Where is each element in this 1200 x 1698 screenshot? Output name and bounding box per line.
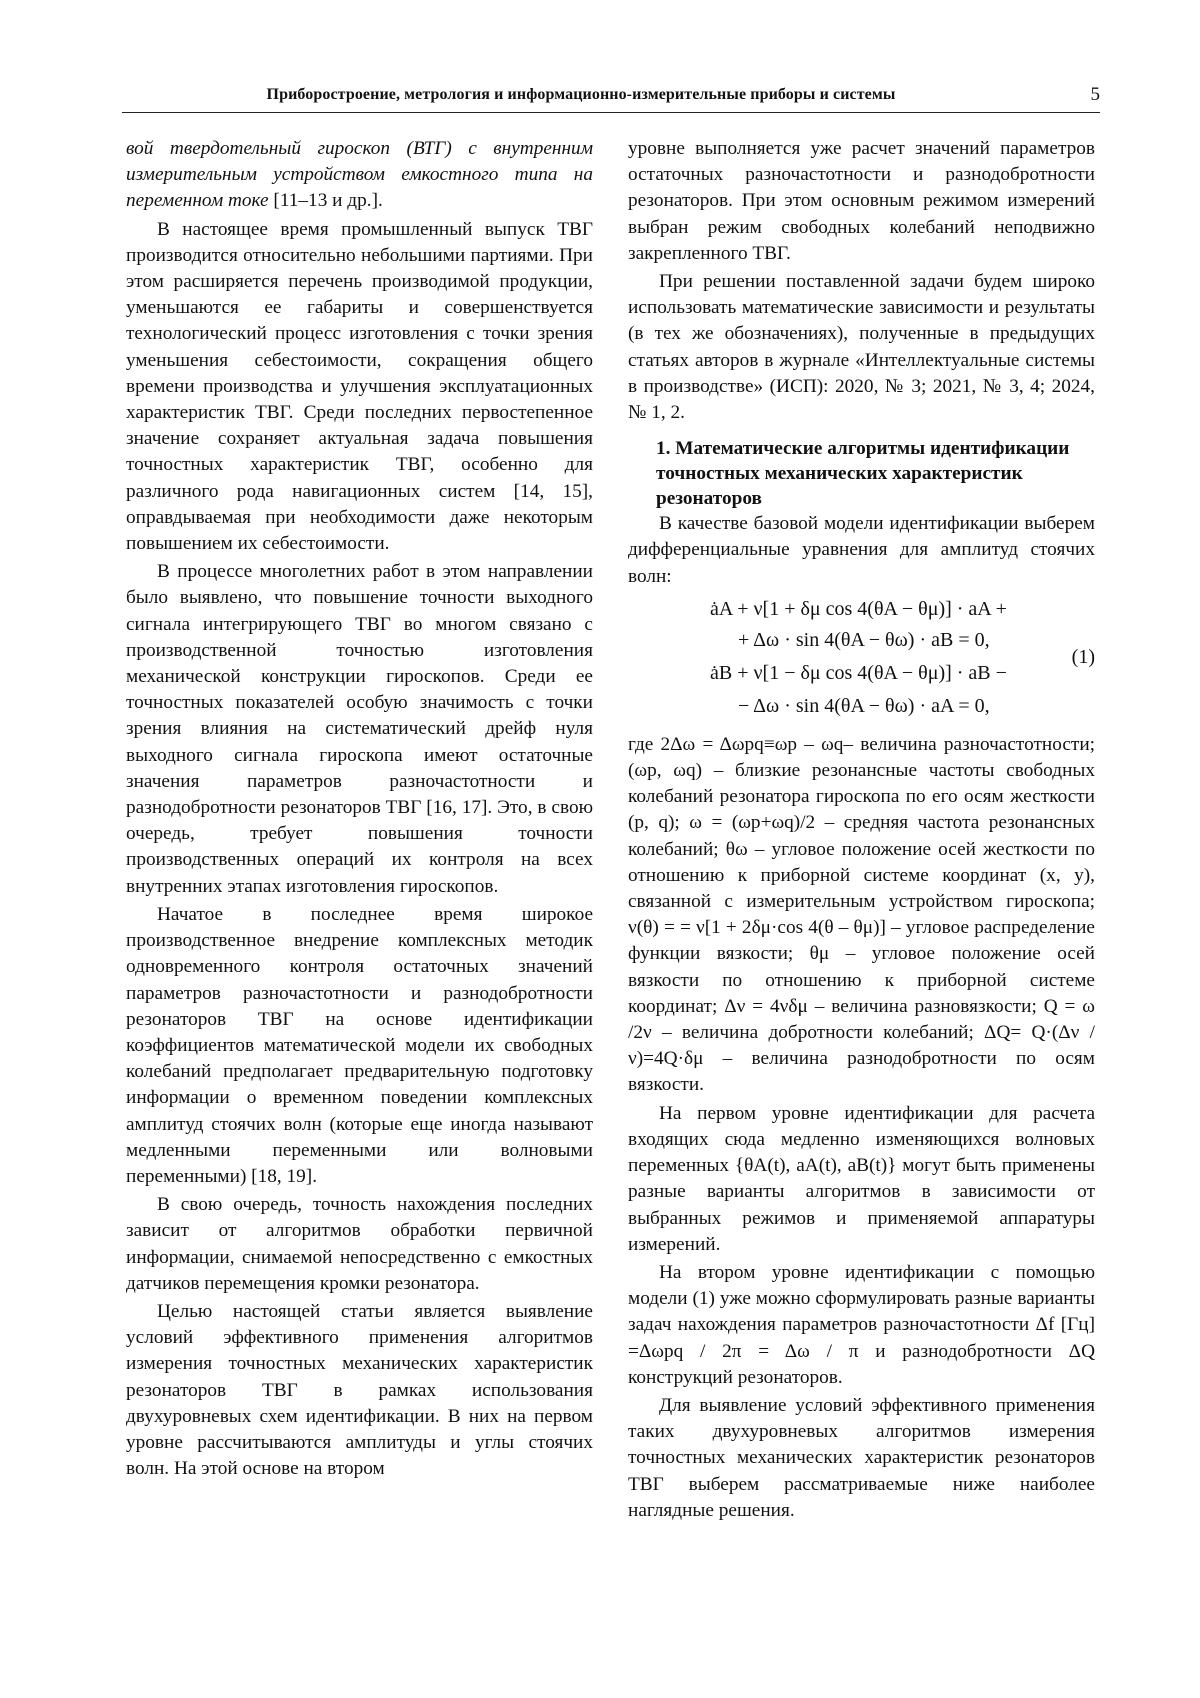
right-column — [628, 136, 1095, 1526]
equation-line: + Δω · sin 4(θA − θω) · aB = 0, — [738, 628, 990, 651]
paragraph — [126, 136, 593, 215]
left-column — [126, 136, 593, 1484]
equation-line: − Δω · sin 4(θA − θω) · aA = 0, — [738, 694, 990, 717]
italic-lead-text: вой твердотельный гироскоп (ВТГ) с внутренним измерительным устройством емкостного типа на переменном токе — [126, 138, 593, 212]
paragraph: Целью настоящей статьи является выявление условий эффективного применения алгоритмов измерения точностных механических характеристик резонаторов ТВГ в рамках использования двухуровневых схем идентификации. В них на первом уровне рассчитываются амплитуды и углы стоячих волн. На этой основе на втором — [126, 1300, 593, 1480]
paragraph: где 2Δω = Δωpq≡ωp – ωq– величина разночастотности; (ωp, ωq) – близкие резонансные частоты свободных колебаний резонатора гироскопа по его осям жесткости (p, q); ω = (ωp+ωq)/2 – средняя частота резонансных колебаний; θω – угловое положение осей жесткости по отношению к приборной системе координат (x, y), связанной с измерительным устройством гироскопа; ν(θ) = = ν[1 + 2δμ·cos 4(θ – θμ)] – угловое распределение функции вязкости; θμ – угловое положение осей вязкости по отношению к приборной системе координат; Δν = 4νδμ – величина разновязкости; Q = ω /2ν – величина добротности колебаний; ΔQ= Q·(Δν / ν)=4Q·δμ – величина разнодобротности по осям вязкости. — [628, 733, 1095, 1096]
section-heading: 1. Математические алгоритмы идентификации точностных механических характеристик резонаторов — [656, 438, 1070, 510]
equation-line: ȧA + ν[1 + δμ cos 4(θA − θμ)] · aA + — [710, 597, 1007, 620]
paragraph: В качестве базовой модели идентификации выберем дифференциальные уравнения для амплитуд стоячих волн: — [628, 513, 1095, 587]
paragraph: Для выявление условий эффективного применения таких двухуровневых алгоритмов измерения точностных механических характеристик резонаторов ТВГ выберем рассматриваемые ниже наиболее наглядные решения. — [628, 1394, 1095, 1521]
journal-section-title: Приборостроение, метрология и информационно-измерительные приборы и системы — [266, 86, 896, 103]
paragraph: В настоящее время промышленный выпуск ТВГ производится относительно небольшими партиями. При этом расширяется перечень производимой продукции, уменьшаются ее габариты и совершенствуется технологический процесс изготовления с точки зрения уменьшения себестоимости, сокращения общего времени производства и улучшения эксплуатационных характеристик ТВГ. Среди последних первостепенное значение сохраняет актуальная задача повышения точностных характеристик ТВГ, особенно для различного рода навигационных систем [14, 15], оправдываемая при необходимости даже некоторым повышением их себестоимости. — [126, 218, 593, 555]
equation-number: (1) — [1071, 645, 1095, 668]
citation-text: [11–13 и др.]. — [268, 190, 383, 212]
paragraph: уровне выполняется уже расчет значений параметров остаточных разночастотности и разнодобротности резонаторов. При этом основным режимом измерений выбран режим свободных колебаний неподвижно закрепленного ТВГ. — [628, 138, 1095, 264]
paragraph: На первом уровне идентификации для расчета входящих сюда медленно изменяющихся волновых переменных {θA(t), aA(t), aB(t)} могут быть применены разные варианты алгоритмов в зависимости от выбранных режимов и применяемой аппаратуры измерений. — [628, 1102, 1095, 1255]
paragraph: На втором уровне идентификации с помощью модели (1) уже можно сформулировать разные варианты задач нахождения параметров разночастотности Δf [Гц] =Δωpq / 2π = Δω / π и разнодобротности ΔQ конструкций резонаторов. — [628, 1261, 1095, 1388]
page-number: 5 — [1090, 84, 1100, 105]
paragraph: В процессе многолетних работ в этом направлении было выявлено, что повышение точности выходного сигнала интегрирующего ТВГ во многом связано с производственной точностью изготовления механической конструкции гироскопов. Среди ее точностных показателей особую значимость с точки зрения влияния на систематический дрейф нуля выходного сигнала гироскопа имеют остаточные значения параметров разночастотности и разнодобротности резонаторов ТВГ [16, 17]. Это, в свою очередь, требует повышения точности производственных операций их контроля на всех внутренних этапах изготовления гироскопов. — [126, 561, 593, 897]
paragraph: Начатое в последнее время широкое производственное внедрение комплексных методик одновременного контроля остаточных значений параметров разночастотности и разнодобротности резонаторов ТВГ на основе идентификации коэффициентов математической модели их свободных колебаний предполагает предварительную подготовку информации о временном поведении комплексных амплитуд стоячих волн (которые еще иногда называют медленными переменными или волновыми переменными) [18, 19]. — [126, 903, 593, 1187]
equation-line: ȧB + ν[1 − δμ cos 4(θA − θμ)] · aB − — [710, 661, 1007, 684]
equation-block — [628, 594, 1095, 726]
paragraph: В свою очередь, точность нахождения последних зависит от алгоритмов обработки первичной информации, снимаемой непосредственно с емкостных датчиков перемещения кромки резонатора. — [126, 1194, 593, 1294]
running-header — [122, 86, 1100, 113]
paragraph: При решении поставленной задачи будем широко использовать математические зависимости и результаты (в тех же обозначениях), полученные в предыдущих статьях авторов в журнале «Интеллектуальные системы в производстве» (ИСП): 2020, № 3; 2021, № 3, 4; 2024, № 1, 2. — [628, 271, 1095, 424]
